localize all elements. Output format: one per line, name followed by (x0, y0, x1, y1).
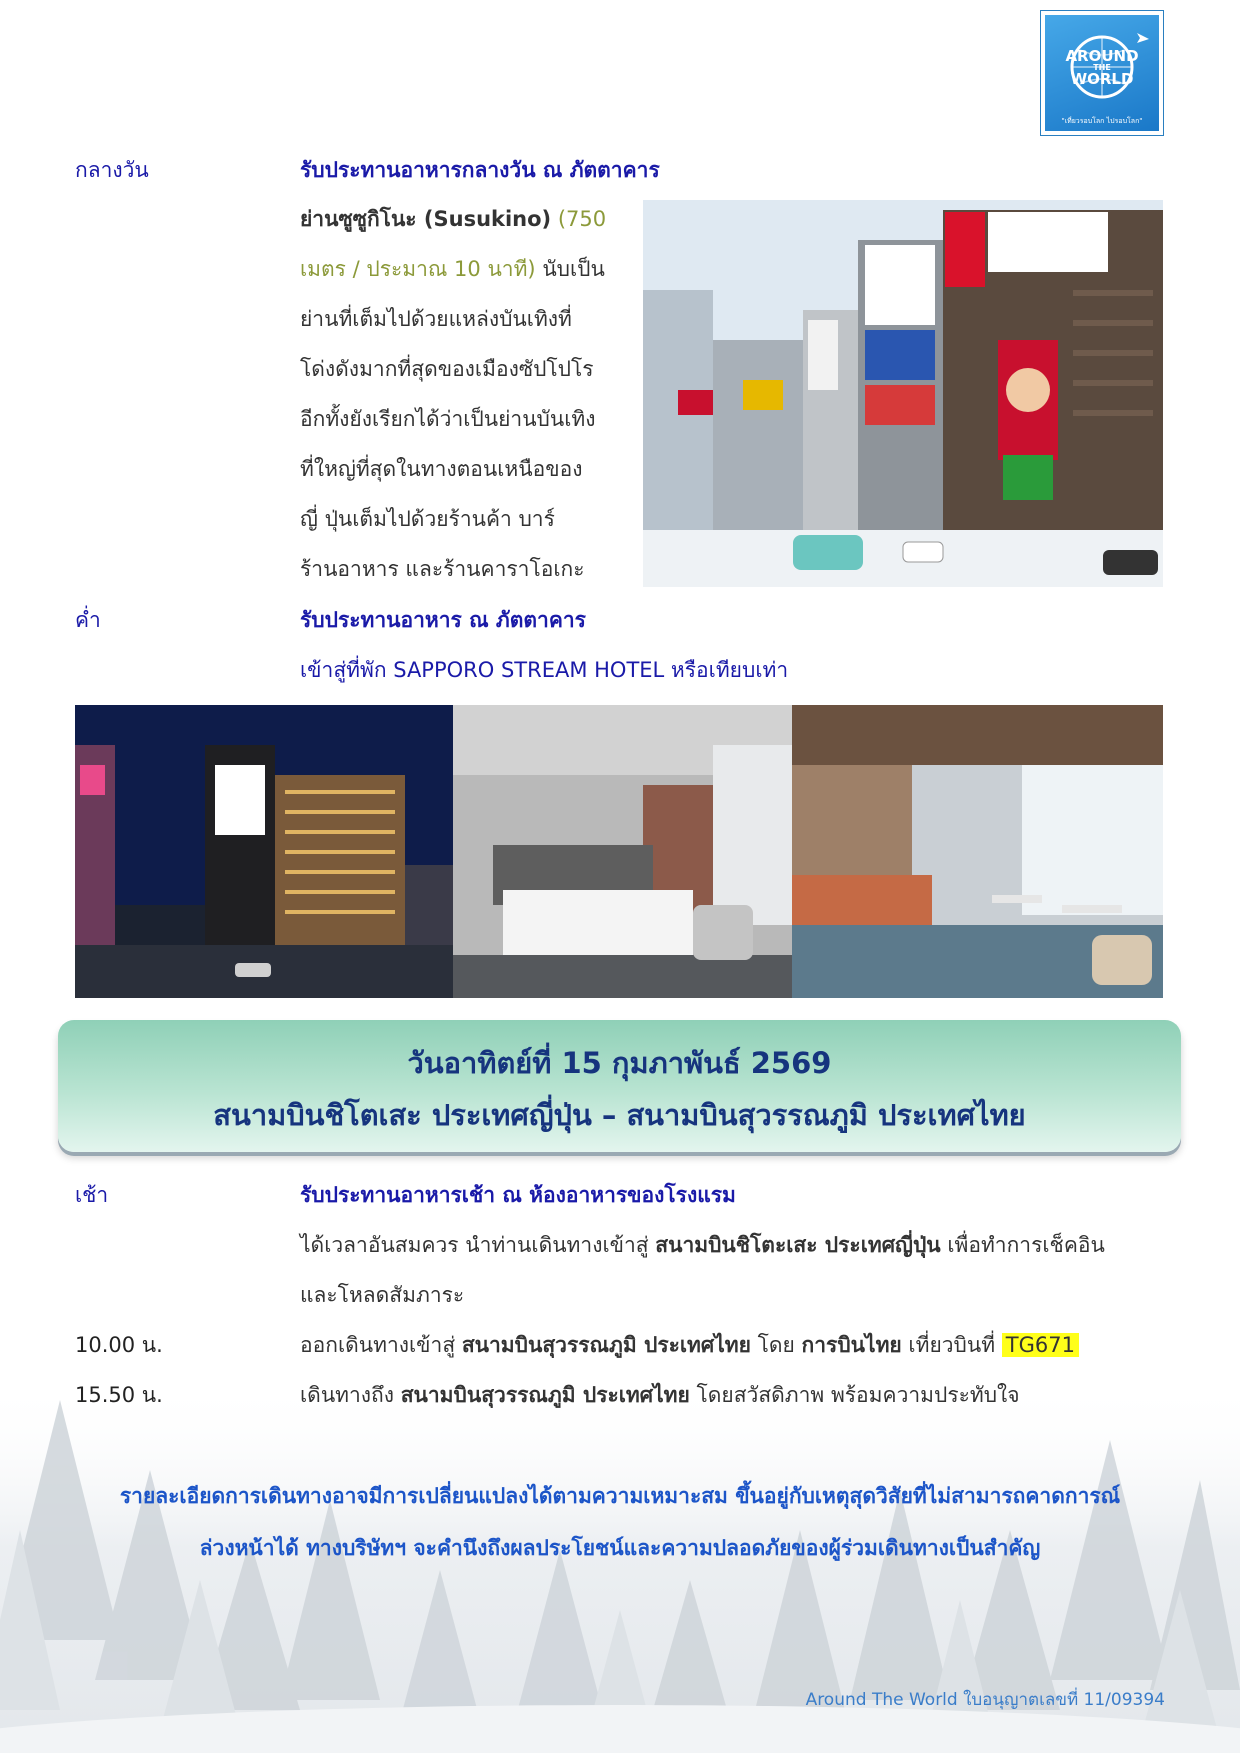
logo-tagline: "เที่ยวรอบโลก ไปรอบโลก" (1061, 117, 1143, 125)
arrival-airport: สนามบินสุวรรณภูมิ ประเทศไทย (400, 1383, 690, 1407)
hotel-exterior-photo (75, 705, 453, 998)
day-route: สนามบินชิโตเสะ ประเทศญี่ปุ่น – สนามบินสุวรรณภูมิ ประเทศไทย (213, 1098, 1026, 1132)
dinner-meal: รับประทานอาหาร ณ ภัตตาคาร (300, 608, 586, 632)
checkin-row-2 (300, 1270, 464, 1320)
checkin-airport: สนามบินชิโตะเสะ ประเทศญี่ปุ่น (655, 1233, 941, 1257)
departure-airline: การบินไทย (801, 1333, 902, 1357)
arrival-suffix: โดยสวัสดิภาพ พร้อมความประทับใจ (696, 1383, 1020, 1407)
logo-text-world: WORLD (1070, 70, 1134, 88)
disclaimer-line-2: ล่วงหน้าได้ ทางบริษัทฯ จะคำนึงถึงผลประโยชน์และความปลอดภัยของผู้ร่วมเดินทางเป็นสำคัญ (199, 1536, 1041, 1560)
susukino-distance-end: เมตร / ประมาณ 10 นาที) (300, 257, 536, 281)
susukino-line: อีกทั้งยังเรียกได้ว่าเป็นย่านบันเทิง (300, 407, 596, 431)
checkin-line-2: และโหลดสัมภาระ (300, 1283, 465, 1307)
checkin-row (300, 1220, 1105, 1270)
susukino-line: ญี่ ปุ่นเต็มไปด้วยร้านค้า บาร์ (300, 507, 555, 531)
susukino-street-photo (643, 200, 1163, 587)
license-footer: Around The World ใบอนุญาตเลขที่ 11/09394 (805, 1690, 1165, 1710)
susukino-line-1-end: นับเป็น (542, 257, 605, 281)
susukino-description (300, 194, 630, 594)
departure-prefix: ออกเดินทางเข้าสู่ (300, 1333, 456, 1357)
hotel-room-photo (453, 705, 792, 998)
susukino-line: ย่านที่เต็มไปด้วยแหล่งบันเทิงที่ (300, 307, 572, 331)
checkin-suffix: เพื่อทำการเช็คอิน (947, 1233, 1105, 1257)
hotel-name: เข้าสู่ที่พัก SAPPORO STREAM HOTEL หรือเทียบเท่า (300, 658, 789, 682)
hotel-lounge-photo (792, 705, 1163, 998)
susukino-line: ร้านอาหาร และร้านคาราโอเกะ (300, 557, 585, 581)
lunch-time-label: กลางวัน (75, 158, 149, 182)
departure-by: โดย (757, 1333, 795, 1357)
disclaimer-line-1: รายละเอียดการเดินทางอาจมีการเปลี่ยนแปลงได้ตามความเหมาะสม ขึ้นอยู่กับเหตุสุดวิสัยที่ไม่สามารถคาดการณ์ (119, 1484, 1121, 1508)
flight-number: TG671 (1002, 1333, 1079, 1357)
susukino-line: ที่ใหญ่ที่สุดในทางตอนเหนือของ (300, 457, 583, 481)
susukino-name: ย่านซูซูกิโนะ (Susukino) (300, 207, 552, 231)
departure-airport: สนามบินสุวรรณภูมิ ประเทศไทย (461, 1333, 751, 1357)
logo-text-around: AROUND (1065, 47, 1139, 65)
lunch-meal: รับประทานอาหารกลางวัน ณ ภัตตาคาร (300, 158, 660, 182)
departure-time: 10.00 น. (75, 1333, 163, 1357)
hotel-row (300, 645, 788, 695)
day-date: วันอาทิตย์ที่ 15 กุมภาพันธ์ 2569 (407, 1046, 832, 1080)
day-banner (58, 1020, 1181, 1152)
susukino-distance-start: (750 (557, 207, 607, 231)
susukino-line: โด่งดังมากที่สุดของเมืองซัปโปโร (300, 357, 594, 381)
dinner-time-label: ค่ำ (75, 608, 101, 632)
logo-text-the: THE (1093, 63, 1111, 72)
company-logo (1040, 10, 1164, 136)
arrival-time: 15.50 น. (75, 1383, 163, 1407)
flight-label: เที่ยวบินที่ (908, 1333, 996, 1357)
breakfast-text: รับประทานอาหารเช้า ณ ห้องอาหารของโรงแรม (300, 1183, 736, 1207)
arrival-prefix: เดินทางถึง (300, 1383, 395, 1407)
breakfast-time-label: เช้า (75, 1183, 109, 1207)
checkin-prefix: ได้เวลาอันสมควร นำท่านเดินทางเข้าสู่ (300, 1233, 649, 1257)
